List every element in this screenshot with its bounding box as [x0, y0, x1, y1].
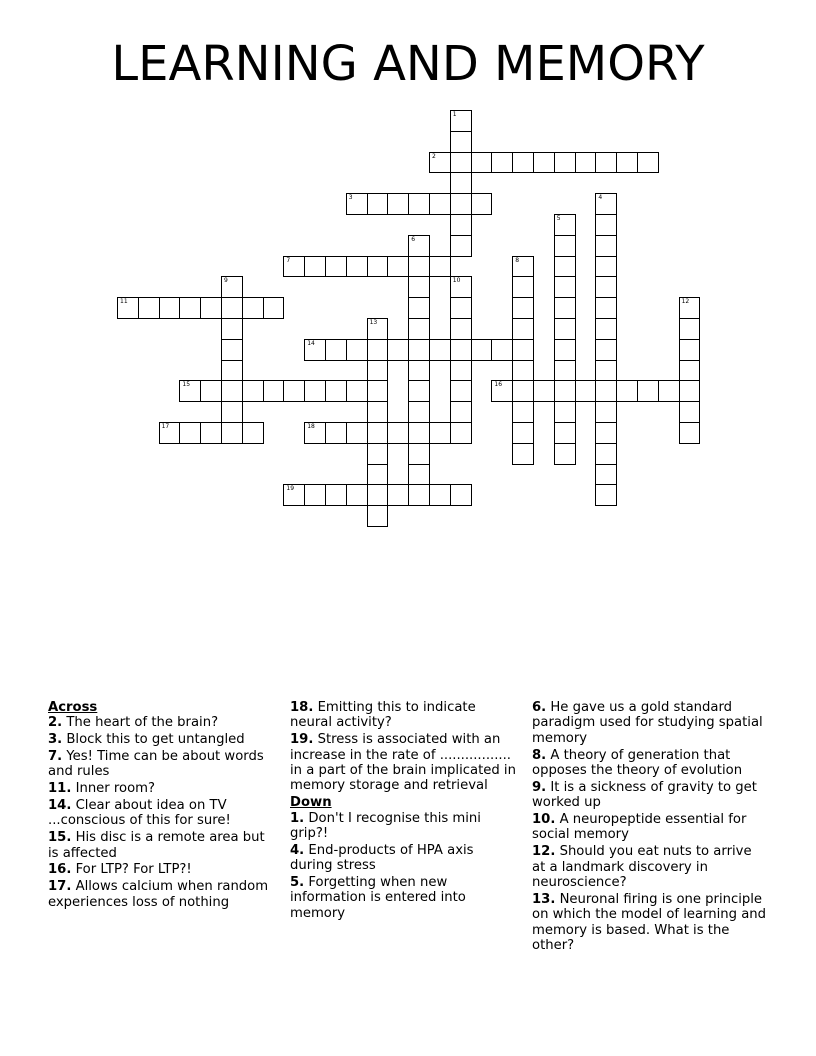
clue-number: 8	[515, 256, 520, 264]
grid-cell[interactable]	[575, 380, 597, 402]
grid-cell[interactable]	[346, 256, 368, 278]
grid-cell[interactable]	[512, 152, 534, 174]
grid-cell[interactable]	[346, 422, 368, 444]
clue-number: 19.	[290, 732, 314, 748]
grid-cell[interactable]	[512, 401, 534, 423]
grid-cell[interactable]	[450, 318, 472, 340]
clue-number: 17.	[48, 879, 72, 895]
grid-cell[interactable]	[346, 339, 368, 361]
clue-text: End-products of HPA axis during stress	[290, 842, 474, 874]
clue-text: Yes! Time can be about words and rules	[48, 749, 264, 780]
grid-cell[interactable]	[491, 152, 513, 174]
clue-text: Emitting this to indicate neural activity?	[290, 700, 476, 731]
grid-cell[interactable]	[367, 401, 389, 423]
grid-cell[interactable]	[512, 422, 534, 444]
grid-cell[interactable]	[325, 380, 347, 402]
grid-cell[interactable]	[512, 276, 534, 298]
grid-cell[interactable]	[117, 297, 139, 319]
grid-cell[interactable]	[325, 484, 347, 506]
grid-cell[interactable]	[408, 360, 430, 382]
grid-cell[interactable]	[679, 401, 701, 423]
clue	[48, 715, 276, 730]
clue	[532, 844, 768, 890]
clue-text: For LTP? For LTP?!	[71, 862, 192, 878]
clue-number: 14.	[48, 798, 72, 813]
grid-cell[interactable]	[637, 152, 659, 174]
clue-number: 6	[411, 235, 416, 243]
grid-cell[interactable]	[554, 401, 576, 423]
grid-cell[interactable]	[304, 422, 326, 444]
grid-cell[interactable]	[367, 339, 389, 361]
clue-text: A theory of generation that opposes the theory of evolution	[532, 747, 743, 779]
grid-cell[interactable]	[159, 422, 181, 444]
clue-number: 11.	[48, 781, 72, 797]
grid-cell[interactable]	[554, 380, 576, 402]
clue-text: His disc is a remote area but is affected	[48, 830, 265, 861]
grid-cell[interactable]	[450, 235, 472, 257]
clue	[290, 811, 516, 842]
grid-cell[interactable]	[595, 360, 617, 382]
clue	[532, 748, 768, 779]
grid-cell[interactable]	[595, 443, 617, 465]
grid-cell[interactable]	[595, 484, 617, 506]
grid-cell[interactable]	[408, 256, 430, 278]
clue-text: He gave us a gold standard paradigm used for studying spatial memory	[532, 700, 763, 746]
clue-number: 1	[452, 111, 457, 118]
clue	[48, 862, 276, 877]
grid-cell[interactable]	[679, 422, 701, 444]
grid-cell[interactable]	[283, 484, 305, 506]
grid-cell[interactable]	[263, 297, 285, 319]
grid-cell[interactable]	[429, 422, 451, 444]
grid-cell[interactable]	[595, 318, 617, 340]
clue	[532, 892, 768, 954]
grid-cell[interactable]	[491, 380, 513, 402]
clue-text: Stress is associated with an increase in the rate of ................. in a part of the brain implicated in memory storage and retrieval	[290, 732, 516, 794]
across-heading: Across	[48, 700, 98, 715]
clue-text: It is a sickness of gravity to get worked up	[532, 779, 757, 811]
grid-cell[interactable]	[429, 339, 451, 361]
clues-column-1	[48, 700, 276, 911]
grid-cell[interactable]	[221, 380, 243, 402]
grid-cell[interactable]	[512, 256, 534, 278]
grid-cell[interactable]	[367, 318, 389, 340]
clue	[48, 781, 276, 796]
clue-number: 5.	[290, 875, 305, 891]
grid-cell[interactable]	[408, 339, 430, 361]
grid-cell[interactable]	[471, 193, 493, 215]
clues-column-3	[532, 700, 768, 955]
clue-number: 3	[348, 194, 353, 202]
clue-number: 7	[286, 256, 291, 264]
grid-cell[interactable]	[221, 422, 243, 444]
clue-text: Allows calcium when random experiences loss of nothing	[48, 879, 269, 910]
grid-cell[interactable]	[554, 152, 576, 174]
grid-cell[interactable]	[283, 256, 305, 278]
grid-cell[interactable]	[367, 505, 389, 527]
clue-number: 9	[224, 277, 228, 285]
grid-cell[interactable]	[512, 380, 534, 402]
grid-cell[interactable]	[138, 297, 160, 319]
clue-number: 3.	[48, 732, 63, 748]
grid-cell[interactable]	[450, 214, 472, 236]
grid-cell[interactable]	[283, 380, 305, 402]
clue-text: Don't I recognise this mini grip?!	[290, 810, 481, 842]
clue-text: Neuronal firing is one principle on which the model of learning and memory is based. What is the other?	[532, 891, 767, 954]
grid-cell[interactable]	[200, 422, 222, 444]
grid-cell[interactable]	[616, 380, 638, 402]
clue-number: 16	[494, 381, 503, 389]
clue	[290, 875, 516, 921]
grid-cell[interactable]	[533, 152, 555, 174]
grid-cell[interactable]	[408, 484, 430, 506]
clue-number: 9.	[532, 779, 547, 795]
grid-cell[interactable]	[595, 380, 617, 402]
clue	[48, 830, 276, 861]
grid-cell[interactable]	[325, 339, 347, 361]
grid-cell[interactable]	[325, 422, 347, 444]
clue-number: 16.	[48, 862, 72, 878]
clue	[48, 749, 276, 780]
grid-cell[interactable]	[346, 484, 368, 506]
grid-cell[interactable]	[387, 484, 409, 506]
clue-number: 6.	[532, 700, 547, 715]
grid-cell[interactable]	[450, 422, 472, 444]
grid-cell[interactable]	[221, 339, 243, 361]
grid-cell[interactable]	[429, 193, 451, 215]
clue	[290, 700, 516, 731]
grid-cell[interactable]	[408, 297, 430, 319]
page-title: LEARNING AND MEMORY	[111, 36, 705, 92]
grid-cell[interactable]	[221, 318, 243, 340]
grid-cell[interactable]	[429, 256, 451, 278]
grid-cell[interactable]	[575, 152, 597, 174]
grid-cell[interactable]	[408, 401, 430, 423]
grid-cell[interactable]	[554, 443, 576, 465]
clue	[290, 843, 516, 874]
clue-text: Forgetting when new information is entered into memory	[290, 875, 466, 921]
grid-cell[interactable]	[242, 297, 264, 319]
grid-cell[interactable]	[616, 152, 638, 174]
grid-cell[interactable]	[200, 297, 222, 319]
grid-cell[interactable]	[304, 339, 326, 361]
grid-cell[interactable]	[408, 380, 430, 402]
grid-cell[interactable]	[367, 256, 389, 278]
grid-cell[interactable]	[554, 318, 576, 340]
clue-text: Block this to get untangled	[62, 732, 245, 748]
grid-cell[interactable]	[679, 339, 701, 361]
clue	[48, 798, 276, 829]
grid-cell[interactable]	[679, 318, 701, 340]
grid-cell[interactable]	[450, 110, 472, 132]
grid-cell[interactable]	[595, 235, 617, 257]
clue	[532, 780, 768, 811]
grid-cell[interactable]	[554, 235, 576, 257]
grid-cell[interactable]	[387, 339, 409, 361]
grid-cell[interactable]	[179, 422, 201, 444]
grid-cell[interactable]	[221, 297, 243, 319]
grid-cell[interactable]	[159, 297, 181, 319]
grid-cell[interactable]	[554, 214, 576, 236]
grid-cell[interactable]	[242, 422, 264, 444]
clue-number: 7.	[48, 749, 63, 764]
grid-cell[interactable]	[221, 360, 243, 382]
clue	[48, 732, 276, 747]
clue-number: 14	[307, 339, 315, 347]
clue-number: 13.	[532, 891, 556, 907]
grid-cell[interactable]	[450, 131, 472, 153]
clue-number: 15.	[48, 830, 72, 846]
grid-cell[interactable]	[179, 297, 201, 319]
down-heading: Down	[290, 795, 332, 811]
clue-number: 4.	[290, 842, 305, 858]
clue	[532, 700, 768, 746]
clue-number: 13	[369, 319, 378, 326]
clue-number: 19	[286, 485, 295, 493]
grid-cell[interactable]	[200, 380, 222, 402]
clue-number: 18	[307, 423, 315, 430]
grid-cell[interactable]	[595, 276, 617, 298]
grid-cell[interactable]	[512, 360, 534, 382]
clue-text: Should you eat nuts to arrive at a landmark discovery in neuroscience?	[532, 844, 752, 891]
grid-cell[interactable]	[304, 484, 326, 506]
grid-cell[interactable]	[595, 339, 617, 361]
grid-cell[interactable]	[450, 152, 472, 174]
grid-cell[interactable]	[387, 422, 409, 444]
grid-cell[interactable]	[595, 464, 617, 486]
grid-cell[interactable]	[408, 464, 430, 486]
grid-cell[interactable]	[221, 276, 243, 298]
grid-cell[interactable]	[595, 401, 617, 423]
clue-number: 1.	[290, 810, 305, 826]
grid-cell[interactable]	[450, 401, 472, 423]
clue-number: 4	[598, 194, 603, 202]
clue-text: A neuropeptide essential for social memory	[532, 812, 747, 843]
clue-number: 2.	[48, 715, 63, 731]
clue	[532, 812, 768, 843]
grid-cell[interactable]	[450, 276, 472, 298]
grid-cell[interactable]	[637, 380, 659, 402]
clue-number: 8.	[532, 747, 547, 763]
grid-cell[interactable]	[408, 422, 430, 444]
grid-cell[interactable]	[595, 422, 617, 444]
clue-number: 12	[681, 298, 690, 306]
clue-text: Inner room?	[71, 781, 156, 797]
grid-cell[interactable]	[554, 297, 576, 319]
clue-number: 10.	[532, 812, 556, 828]
grid-cell[interactable]	[512, 318, 534, 340]
grid-cell[interactable]	[554, 276, 576, 298]
grid-cell[interactable]	[429, 484, 451, 506]
grid-cell[interactable]	[450, 380, 472, 402]
clue	[48, 879, 276, 910]
clue-number: 15	[182, 381, 191, 389]
grid-cell[interactable]	[325, 256, 347, 278]
grid-cell[interactable]	[450, 193, 472, 215]
clue-number: 2	[432, 152, 436, 160]
grid-cell[interactable]	[595, 256, 617, 278]
grid-cell[interactable]	[367, 484, 389, 506]
grid-cell[interactable]	[658, 380, 680, 402]
grid-cell[interactable]	[450, 339, 472, 361]
grid-cell[interactable]	[679, 297, 701, 319]
grid-cell[interactable]	[450, 297, 472, 319]
grid-cell[interactable]	[491, 339, 513, 361]
grid-cell[interactable]	[554, 339, 576, 361]
grid-cell[interactable]	[387, 193, 409, 215]
grid-cell[interactable]	[304, 380, 326, 402]
grid-cell[interactable]	[554, 256, 576, 278]
grid-cell[interactable]	[512, 443, 534, 465]
grid-cell[interactable]	[263, 380, 285, 402]
grid-cell[interactable]	[533, 380, 555, 402]
grid-cell[interactable]	[179, 380, 201, 402]
grid-cell[interactable]	[450, 484, 472, 506]
grid-cell[interactable]	[242, 380, 264, 402]
grid-cell[interactable]	[346, 193, 368, 215]
clue-number: 5	[556, 215, 561, 222]
grid-cell[interactable]	[408, 443, 430, 465]
clue-text: Clear about idea on TV ...conscious of this for sure!	[48, 798, 231, 829]
grid-cell[interactable]	[450, 172, 472, 194]
grid-cell[interactable]	[408, 235, 430, 257]
grid-cell[interactable]	[554, 422, 576, 444]
grid-cell[interactable]	[367, 193, 389, 215]
clue-number: 12.	[532, 844, 556, 860]
grid-cell[interactable]	[429, 152, 451, 174]
grid-cell[interactable]	[367, 443, 389, 465]
grid-cell[interactable]	[595, 297, 617, 319]
grid-cell[interactable]	[512, 297, 534, 319]
clue-text: The heart of the brain?	[62, 715, 219, 731]
grid-cell[interactable]	[346, 380, 368, 402]
grid-cell[interactable]	[595, 214, 617, 236]
clue	[290, 732, 516, 794]
grid-cell[interactable]	[471, 339, 493, 361]
grid-cell[interactable]	[595, 193, 617, 215]
grid-cell[interactable]	[221, 401, 243, 423]
grid-cell[interactable]	[387, 256, 409, 278]
grid-cell[interactable]	[367, 360, 389, 382]
clue-number: 11	[120, 298, 128, 306]
clue-number: 17	[161, 423, 170, 430]
grid-cell[interactable]	[679, 360, 701, 382]
grid-cell[interactable]	[512, 339, 534, 361]
grid-cell[interactable]	[450, 360, 472, 382]
grid-cell[interactable]	[367, 380, 389, 402]
clue-number: 18.	[290, 700, 314, 715]
grid-cell[interactable]	[367, 464, 389, 486]
clues-column-2	[290, 700, 516, 923]
grid-cell[interactable]	[408, 193, 430, 215]
clue-number: 10	[452, 277, 461, 285]
grid-cell[interactable]	[408, 276, 430, 298]
grid-cell[interactable]	[554, 360, 576, 382]
grid-cell[interactable]	[408, 318, 430, 340]
grid-cell[interactable]	[367, 422, 389, 444]
grid-cell[interactable]	[679, 380, 701, 402]
grid-cell[interactable]	[471, 152, 493, 174]
grid-cell[interactable]	[304, 256, 326, 278]
grid-cell[interactable]	[595, 152, 617, 174]
